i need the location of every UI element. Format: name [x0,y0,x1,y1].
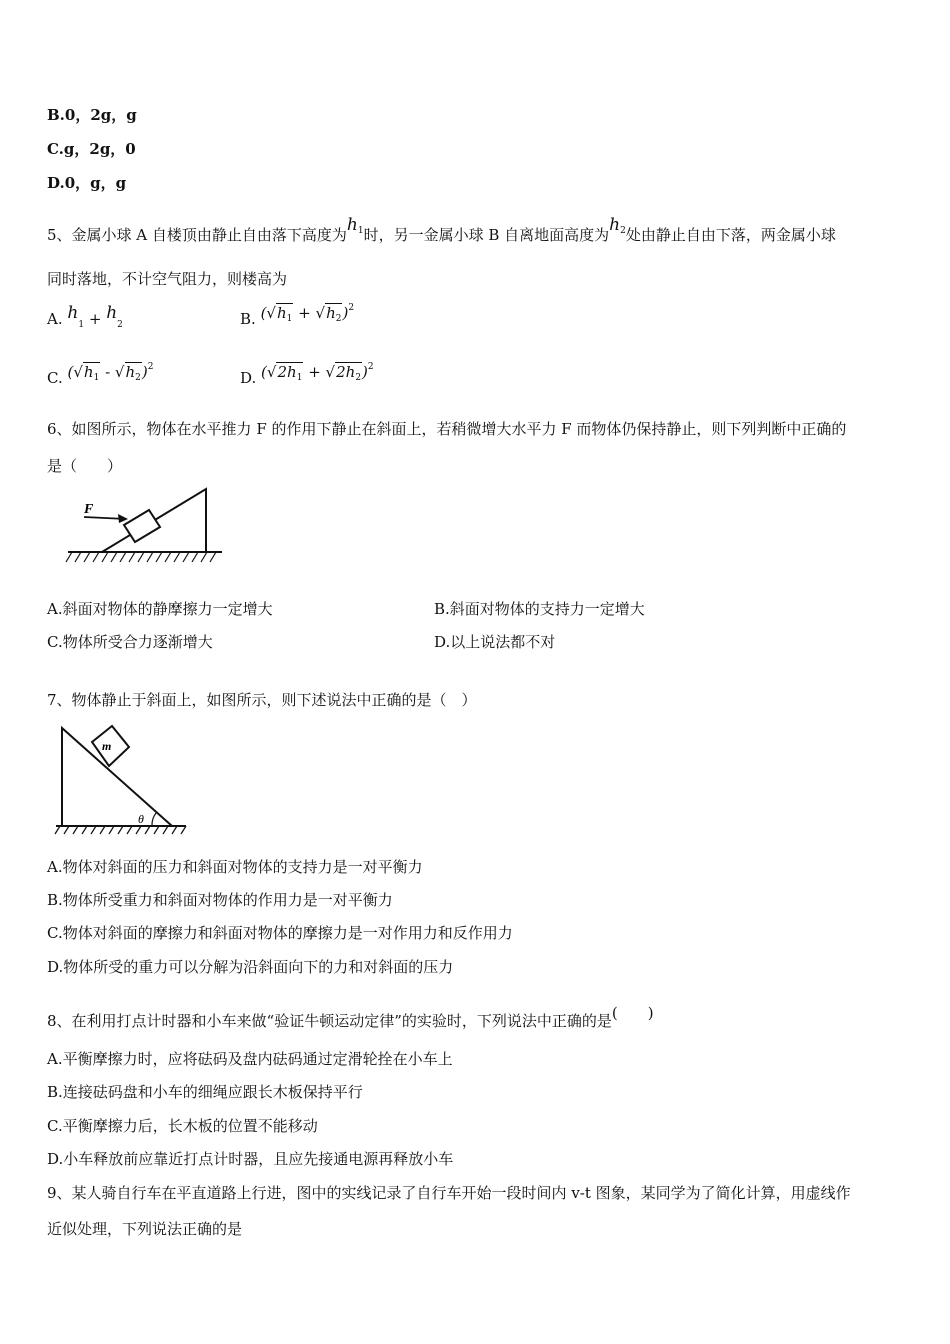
q5-option-b [240,303,354,328]
q6-option-a: A.斜面对物体的静摩擦力一定增大 [47,600,273,618]
q5-option-c-label: C. [47,369,63,387]
q5-h2-symbol: $h_2$ [609,215,626,236]
q5-option-b-formula: $(√h_1 + √h_2)^2$ [260,303,355,324]
q5-stem-part3: 处由静止自由下落，两金属小球 [625,226,836,244]
q5-h1-symbol: $h_1$ [346,215,364,236]
q6-option-d: D.以上说法都不对 [434,633,556,651]
q5-stem-line2: 同时落地，不计空气阻力，则楼高为 [47,270,288,288]
q8-option-b: B.连接砝码盘和小车的细绳应跟长木板保持平行 [47,1083,363,1101]
q9-stem-line2: 近似处理，下列说法正确的是 [47,1220,243,1238]
q7-option-d: D.物体所受的重力可以分解为沿斜面向下的力和对斜面的压力 [47,958,454,976]
q6-stem-line1: 6、如图所示，物体在水平推力 F 的作用下静止在斜面上，若稍微增大水平力 F 而物体仍保持静止，则下列判断中正确的 [47,420,847,438]
q5-option-a [47,303,123,330]
q4-option-b: B.0，2g，g [47,106,137,124]
q8-stem: 8、在利用打点计时器和小车来做“验证牛顿运动定律”的实验时，下列说法中正确的是 [47,1012,612,1030]
q7-figure-label-theta: θ [138,812,144,826]
q6-incline-figure [60,485,230,567]
q7-option-a: A.物体对斜面的压力和斜面对物体的支持力是一对平衡力 [47,858,423,876]
q6-stem-line2: 是（ ） [47,457,123,475]
q5-option-d [240,362,374,387]
q6-option-b: B.斜面对物体的支持力一定增大 [434,600,645,618]
q7-figure-label-m: m [102,739,112,753]
q7-option-c: C.物体对斜面的摩擦力和斜面对物体的摩擦力是一对作用力和反作用力 [47,924,513,942]
q5-option-a-label: A. [47,310,63,328]
q9-stem-line1: 9、某人骑自行车在平直道路上行进，图中的实线记录了自行车开始一段时间内 v-t 图象，某同学为了简化计算，用虚线作 [47,1184,851,1202]
q6-figure-label-f: F [84,502,94,517]
q4-option-c: C.g，2g，0 [47,140,136,158]
q6-option-c: C.物体所受合力逐渐增大 [47,633,213,651]
q8-paren: ( ) [611,1004,654,1022]
q5-stem-line1 [47,215,836,245]
q7-option-b: B.物体所受重力和斜面对物体的作用力是一对平衡力 [47,891,393,909]
q7-stem: 7、物体静止于斜面上，如图所示，则下述说法中正确的是（ ） [47,691,477,709]
q5-option-d-formula: $(√2h_1 + √2h_2)^2$ [261,362,374,383]
q4-option-d: D.0，g，g [47,174,127,192]
q7-incline-figure [52,722,192,837]
q8-option-c: C.平衡摩擦力后，长木板的位置不能移动 [47,1117,318,1135]
q8-option-d: D.小车释放前应靠近打点计时器，且应先接通电源再释放小车 [47,1150,454,1168]
q5-stem-part1: 5、金属小球 A 自楼顶由静止自由落下高度为 [47,226,347,244]
q5-option-d-label: D. [240,369,257,387]
q5-option-c [47,362,154,387]
q5-stem-part2: 时，另一金属小球 B 自离地面高度为 [363,226,610,244]
q5-option-c-formula: $(√h_1 - √h_2)^2$ [67,362,154,383]
q8-stem-line [47,1002,654,1031]
q8-option-a: A.平衡摩擦力时，应将砝码及盘内砝码通过定滑轮拴在小车上 [47,1050,453,1068]
q5-option-a-formula: $h_1 + h_2$ [67,303,123,330]
q5-option-b-label: B. [240,310,256,328]
